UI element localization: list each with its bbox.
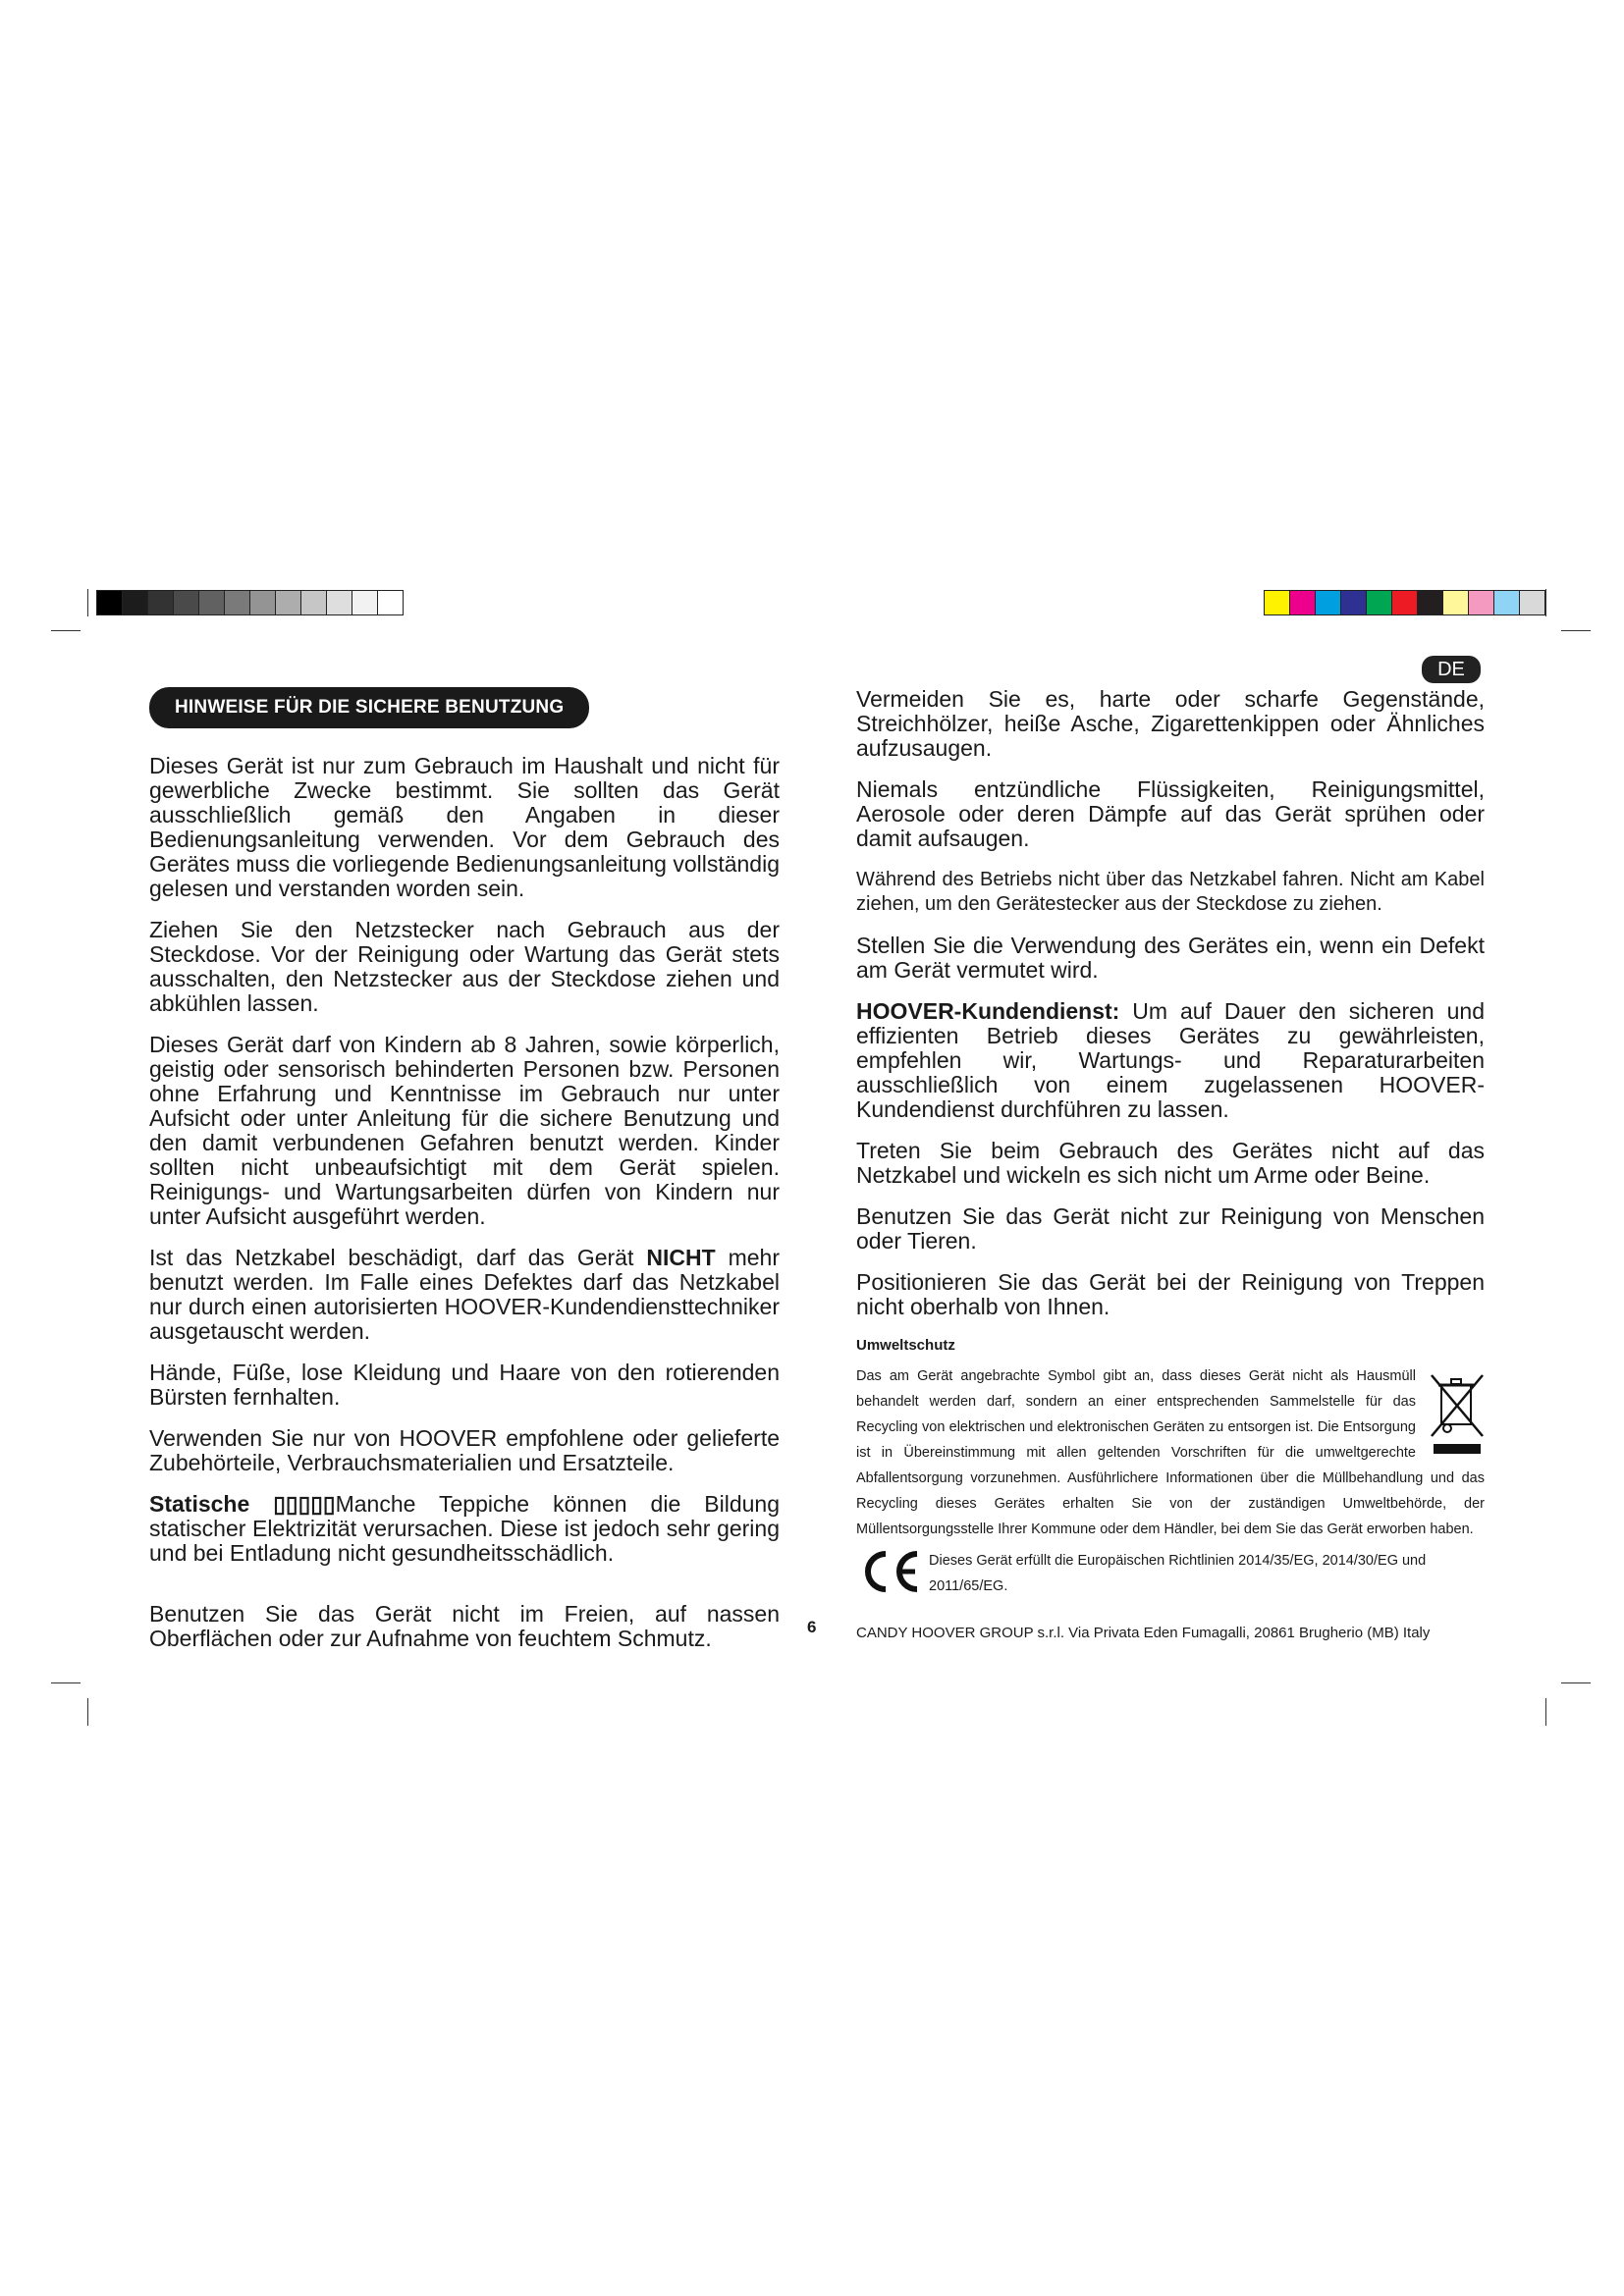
paragraph-static [149, 1492, 780, 1566]
color-calibration-bar [1264, 590, 1545, 615]
text-span: Manche Teppiche können die Bildung statischer Elektrizität verursachen. Diese ist jedoch sehr gering und bei Entladung nicht gesundheitsschädlich. [149, 1491, 780, 1566]
grayscale-swatch [199, 591, 225, 614]
paragraph-service [856, 999, 1485, 1122]
paragraph-cable-drive: Während des Betriebs nicht über das Netzkabel fahren. Nicht am Kabel ziehen, um den Gerätestecker aus der Steckdose zu ziehen. [856, 869, 1485, 915]
grayscale-swatch [327, 591, 352, 614]
ce-compliance-text: Dieses Gerät erfüllt die Europäischen Richtlinien 2014/35/EG, 2014/30/EG und 2011/65/EG. [929, 1553, 1427, 1594]
crop-mark [1561, 1682, 1591, 1683]
color-swatch [1418, 591, 1443, 614]
grayscale-swatch [352, 591, 378, 614]
paragraph-flammable: Niemals entzündliche Flüssigkeiten, Reinigungsmittel, Aerosole oder deren Dämpfe auf das Gerät sprühen oder damit aufsaugen. [856, 776, 1485, 851]
environment-text: Das am Gerät angebrachte Symbol gibt an, dass dieses Gerät nicht als Hausmüll behandelt werden darf, sondern an einer entsprechenden Sammelstelle für das Recycling von elektrischen und elektronischen Geräten zu entsorgen ist. Die Entsorgung ist in Übereinstimmung mit allen geltenden Vorschriften für die umweltgerechte Abfallentsorgung vorzunehmen. Ausführlichere Informationen über die Müllbehandlung und das Recycling dieses Gerätes erhalten Sie von der zuständigen Umweltbehörde, der Müllentsorgungsstelle Ihrer Kommune oder dem Händler, bei dem Sie das Gerät erworben haben. [856, 1368, 1485, 1537]
color-swatch [1469, 591, 1494, 614]
grayscale-swatch [301, 591, 327, 614]
crop-mark [1545, 1698, 1546, 1726]
color-swatch [1341, 591, 1367, 614]
section-heading: HINWEISE FÜR DIE SICHERE BENUTZUNG [149, 687, 589, 728]
grayscale-swatch [123, 591, 148, 614]
color-swatch [1316, 591, 1341, 614]
color-swatch [1290, 591, 1316, 614]
color-swatch [1494, 591, 1520, 614]
paragraph-defect: Stellen Sie die Verwendung des Gerätes ein, wenn ein Defekt am Gerät vermutet wird. [856, 933, 1485, 983]
paragraph-stairs: Positionieren Sie das Gerät bei der Reinigung von Treppen nicht oberhalb von Ihnen. [856, 1269, 1485, 1319]
ce-compliance [856, 1548, 1485, 1599]
page-number: 6 [807, 1618, 817, 1636]
manufacturer-address: CANDY HOOVER GROUP s.r.l. Via Privata Eden Fumagalli, 20861 Brugherio (MB) Italy [856, 1625, 1431, 1641]
paragraph-outdoor: Benutzen Sie das Gerät nicht im Freien, auf nassen Oberflächen oder zur Aufnahme von feuchtem Schmutz. [149, 1601, 780, 1651]
color-swatch [1520, 591, 1544, 614]
environment-heading: Umweltschutz [856, 1337, 955, 1354]
grayscale-swatch [174, 591, 199, 614]
color-swatch [1367, 591, 1392, 614]
paragraph-sharp-objects: Vermeiden Sie es, harte oder scharfe Gegenstände, Streichhölzer, heiße Asche, Zigarettenkippen oder Ähnliches aufzusaugen. [856, 686, 1485, 761]
grayscale-swatch [378, 591, 403, 614]
text-span: mehr benutzt werden. Im Falle eines Defektes darf das Netzkabel nur durch einen autorisierten HOOVER-Kundendiensttechniker ausgetauscht werden. [149, 1245, 781, 1344]
paragraph-children: Dieses Gerät darf von Kindern ab 8 Jahren, sowie körperlich, geistig oder sensorisch behinderten Personen bzw. Personen ohne Erfahrung und Kenntnisse im Gebrauch nur unter Aufsicht oder unter Anleitung für die sichere Benutzung und den damit verbundenen Gefahren benutzt werden. Kinder sollten nicht unbeaufsichtigt mit dem Gerät spielen. Reinigungs- und Wartungsarbeiten dürfen von Kindern nur unter Aufsicht ausgeführt werden. [149, 1032, 780, 1229]
environment-block [856, 1363, 1485, 1542]
emphasis-text: Statische ▯▯▯▯▯ [149, 1491, 336, 1517]
crossed-out-wheelie-bin-icon [1430, 1371, 1485, 1456]
text-span: Um auf Dauer den sicheren und effizienten Betrieb dieses Gerätes zu gewährleisten, empfehlen wir, Wartungs- und Reparaturarbeiten ausschließlich von einem zugelassenen HOOVER-Kundendienst durchführen zu lassen. [856, 998, 1485, 1122]
grayscale-calibration-bar [96, 590, 404, 615]
crop-mark [51, 630, 81, 631]
color-swatch [1392, 591, 1418, 614]
right-column [856, 687, 1485, 1641]
paragraph-power-cord [149, 1246, 780, 1344]
crop-mark [87, 589, 88, 616]
grayscale-swatch [225, 591, 250, 614]
paragraph-brushes: Hände, Füße, lose Kleidung und Haare von den rotierenden Bürsten fernhalten. [149, 1360, 780, 1410]
language-badge: DE [1422, 656, 1481, 683]
emphasis-text: HOOVER-Kundendienst: [856, 998, 1120, 1024]
paragraph-unplug: Ziehen Sie den Netzstecker nach Gebrauch aus der Steckdose. Vor der Reinigung oder Wartung das Gerät stets ausschalten, den Netzstecker aus der Steckdose ziehen und abkühlen lassen. [149, 917, 780, 1016]
emphasis-text: NICHT [646, 1245, 716, 1270]
color-swatch [1265, 591, 1290, 614]
text-span: Ist das Netzkabel beschädigt, darf das Gerät [149, 1245, 647, 1270]
paragraph-accessories: Verwenden Sie nur von HOOVER empfohlene oder gelieferte Zubehörteile, Verbrauchsmaterialien und Ersatzteile. [149, 1425, 780, 1475]
paragraph-people-animals: Benutzen Sie das Gerät nicht zur Reinigung von Menschen oder Tieren. [856, 1203, 1485, 1254]
crop-mark [1545, 589, 1546, 616]
grayscale-swatch [250, 591, 276, 614]
grayscale-swatch [97, 591, 123, 614]
ce-mark-icon [856, 1548, 923, 1595]
grayscale-swatch [276, 591, 301, 614]
crop-mark [51, 1682, 81, 1683]
crop-mark [1561, 630, 1591, 631]
grayscale-swatch [148, 591, 174, 614]
color-swatch [1443, 591, 1469, 614]
paragraph-cable-step: Treten Sie beim Gebrauch des Gerätes nicht auf das Netzkabel und wickeln es sich nicht um Arme oder Beine. [856, 1138, 1485, 1188]
crop-mark [87, 1698, 88, 1726]
paragraph-household-use: Dieses Gerät ist nur zum Gebrauch im Haushalt und nicht für gewerbliche Zwecke bestimmt. Sie sollten das Gerät ausschließlich gemäß den Angaben in dieser Bedienungsanleitung verwenden. Vor dem Gebrauch des Gerätes muss die vorliegende Bedienungsanleitung vollständig gelesen und verstanden worden sein. [149, 753, 780, 901]
left-column [149, 687, 780, 1668]
